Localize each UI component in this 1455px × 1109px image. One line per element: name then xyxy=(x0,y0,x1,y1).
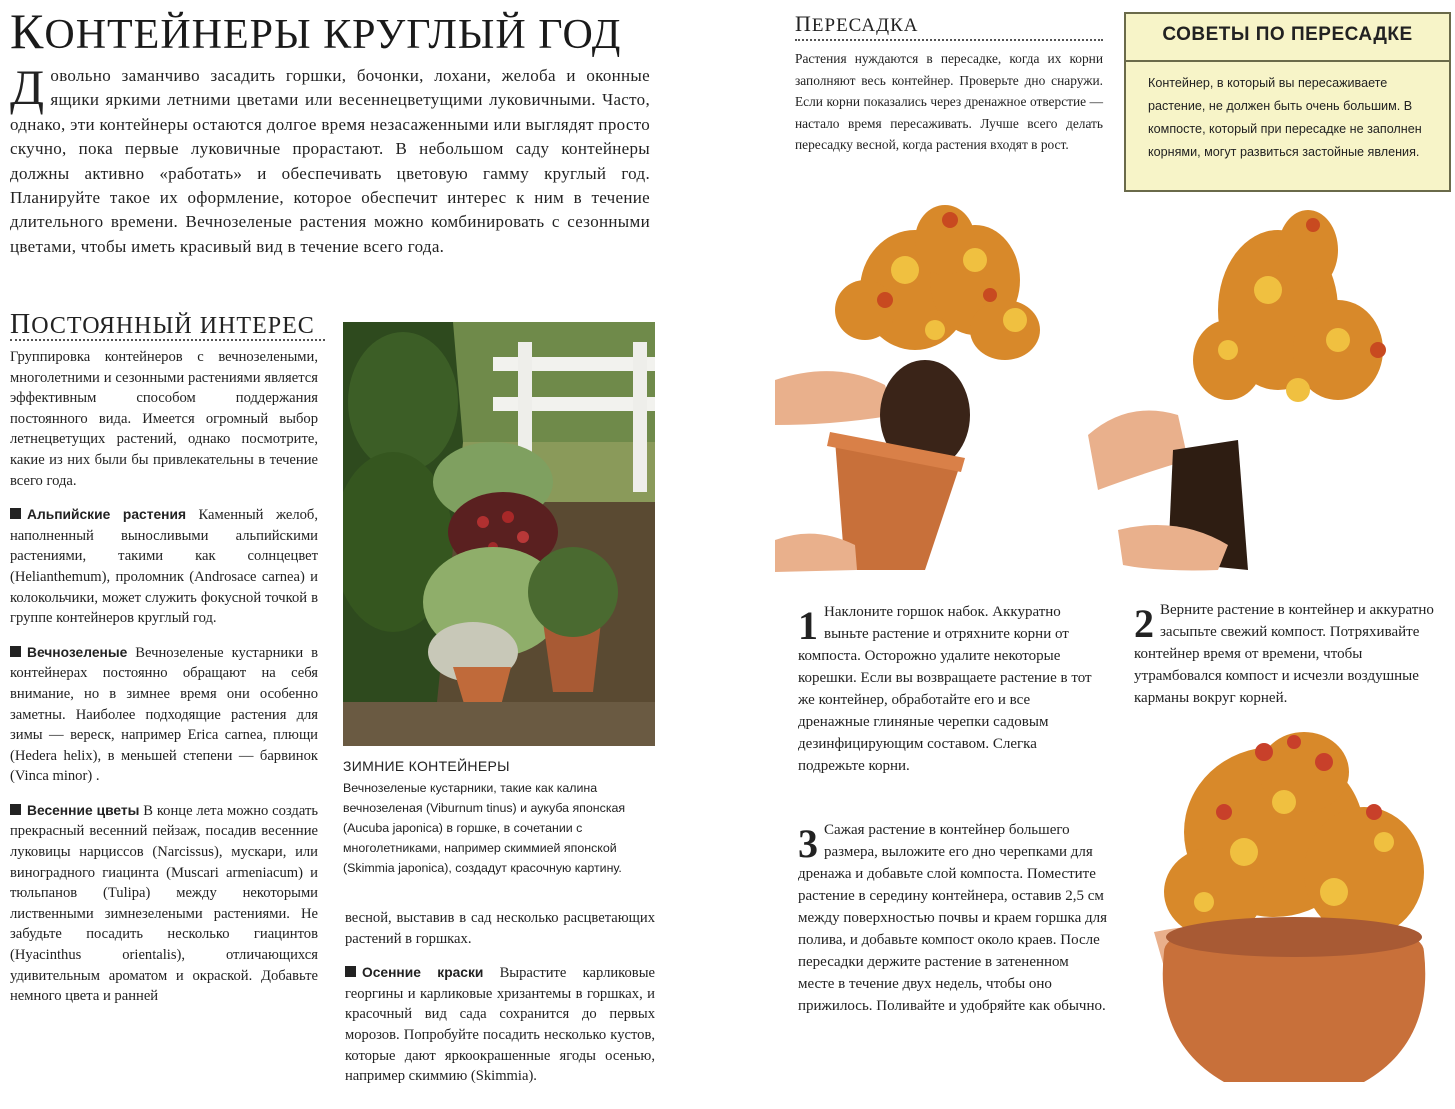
left-column xyxy=(10,347,318,1021)
step-1: 1 Наклоните горшок набок. Аккуратно выньте растение и отряхните корни от компоста. Осторожно удалите некоторые корешки. Если вы возвращаете растение в тот же контейнер, обработайте его и все дренажные глиняные черепки садовым дезинфицирующим составом. Слегка подрежьте корни. xyxy=(798,603,1092,774)
section-heading-interest: ПОСТОЯННЫЙ ИНТЕРЕС xyxy=(10,309,315,340)
alpine-paragraph: Альпийские растения Каменный желоб, наполненный выносливыми альпийскими растениями, такими как солнцецвет (Helianthemum), проломник (Androsace carnea) и колокольчики, может служить фокусной точкой в группе контейнеров круглый год. xyxy=(10,507,318,627)
step1-photo xyxy=(775,200,1075,580)
bullet-square-icon xyxy=(345,966,356,977)
heading-divider xyxy=(10,339,325,341)
step-number: 1 xyxy=(798,603,818,648)
bullet-square-icon xyxy=(10,646,21,657)
continued-paragraph: весной, выставив в сад несколько расцветающих растений в горшках. xyxy=(345,910,655,947)
step3-photo xyxy=(1134,722,1454,1102)
tips-heading: СОВЕТЫ ПО ПЕРЕСАДКЕ xyxy=(1126,14,1449,62)
caption-title: ЗИМНИЕ КОНТЕЙНЕРЫ xyxy=(343,758,510,774)
drop-cap: Д xyxy=(10,59,45,115)
page-title: КОНТЕЙНЕРЫ КРУГЛЫЙ ГОД xyxy=(10,3,622,59)
bullet-square-icon xyxy=(10,508,21,519)
bullet-square-icon xyxy=(10,804,21,815)
step-3: 3 Сажая растение в контейнер большего размера, выложите его дно черепками для дренажа и добавьте слой компоста. Поместите растение в середину контейнера, оставив 2,5 см между поверхностью почвы и краем горшка для полива, и добавьте компост около краев. После пересадки держите растение в затененном месте в течение двух недель, чтобы оно прижилось. Поливайте и удобряйте как обычно. xyxy=(798,821,1108,1014)
repot-text: Растения нуждаются в пересадке, когда их корни заполняют весь контейнер. Проверьте дно снаружи. Если корни показались через дренажное отверстие — настало время пересаживать. Лучше всего делать пересадку весной, когда растения входят в рост. xyxy=(795,51,1103,153)
tips-text: Контейнер, в который вы пересаживаете растение, не должен быть очень большим. В компосте, который при пересадке не заполнен корнями, могут развиться застойные явления. xyxy=(1148,76,1422,159)
step-number: 2 xyxy=(1134,601,1154,646)
step-number: 3 xyxy=(798,821,818,866)
tips-box xyxy=(1124,12,1451,192)
spring-paragraph: Весенние цветы В конце лета можно создать прекрасный весенний пейзаж, посадив весенние луковицы нарциссов (Narcissus), мускари, или виноградного гиацинта (Muscari armeniacum) и тюльпанов (Tulipa) между некоторыми лиственными зимнезелеными растениями. Не забудьте посадить несколько гиацинтов (Hyacinthus orientalis), отличающихся удивительным ароматом и окраской. Добавьте немного цвета и ранней xyxy=(10,802,318,1005)
intro-paragraph: Довольно заманчиво засадить горшки, бочонки, лохани, желоба и оконные ящики яркими летними цветами или весеннецветущими луковичными. Часто, однако, эти контейнеры остаются долгое время незасаженными или выглядят просто скучно, пока первые луковичные прорастают. В небольшом саду контейнеры должны активно «работать» и обеспечивать цветовую гамму круглый год. Планируйте такое их оформление, которое обеспечит интерес к ним в течение длительного времени. Вечнозеленые растения можно комбинировать с сезонными цветами, чтобы иметь красивый вид в течение всего года. xyxy=(10,59,650,256)
interest-lead: Группировка контейнеров с вечнозелеными, многолетними и сезонными растениями является эффективным способом поддержания постоянного вида. Имеется огромный выбор летнецветущих растений, однако посмотрите, какие из них были бы привлекательны в течение всего года. xyxy=(10,349,318,489)
section-heading-repot: ПЕРЕСАДКА xyxy=(795,11,919,36)
step-2: 2 Верните растение в контейнер и аккуратно засыпьте свежий компост. Потряхивайте контейнер время от времени, чтобы утрамбовался компост и исчезли воздушные карманы вокруг корней. xyxy=(1134,601,1434,706)
repot-divider xyxy=(795,39,1103,41)
caption-text: Вечнозеленые кустарники, такие как калина вечнозеленая (Viburnum tinus) и аукуба японская (Aucuba japonica) в горшке, в сочетании с многолетниками, например скиммией японской (Skimmia japonica), создадут красочную картину. xyxy=(343,781,626,875)
middle-column xyxy=(345,908,655,1101)
step2-photo xyxy=(1078,200,1438,580)
autumn-paragraph: Осенние краски Вырастите карликовые георгины и карликовые хризантемы в горшках, и красочный вид сада сохранится до первых морозов. Попробуйте посадить несколько кустов, которые дают яркоокрашенные ягоды осенью, например скиммию (Skimmia). xyxy=(345,965,655,1085)
winter-containers-photo xyxy=(343,322,655,746)
evergreen-paragraph: Вечнозеленые Вечнозеленые кустарники в контейнерах постоянно обращают на себя внимание, но в зимнее время они особенно заметны. Наиболее подходящие растения для зимы — вереск, например Erica carnea, плющи (Hedera helix), в меньшей степени — барвинок (Vinca minor) . xyxy=(10,644,318,785)
